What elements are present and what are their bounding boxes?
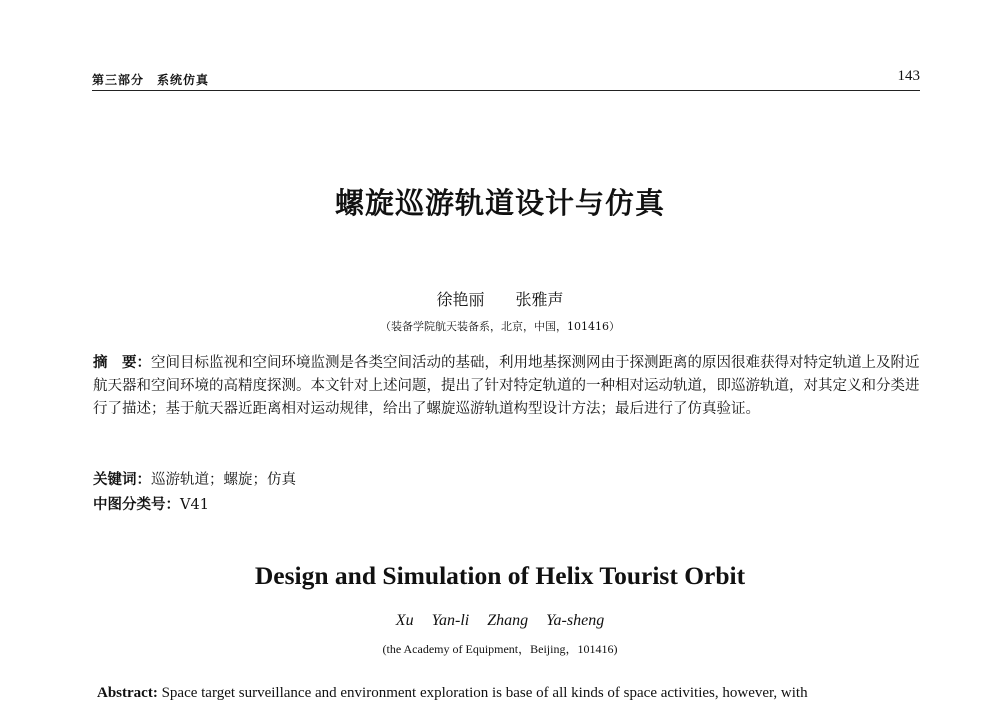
- classification-number: [93, 493, 921, 514]
- english-abstract: [97, 683, 925, 703]
- english-authors: Xu Yan-li Zhang Ya-sheng: [395, 612, 605, 629]
- english-title: Design and Simulation of Helix Tourist Orbit: [254, 561, 746, 590]
- classification-label: 中图分类号：: [93, 497, 180, 513]
- chinese-affiliation: （装备学院航天装备系，北京，中国，101416）: [380, 320, 620, 333]
- english-abstract-label: Abstract:: [97, 685, 158, 701]
- section-label: 第三部分 系统仿真: [92, 73, 210, 87]
- chinese-abstract-label: 摘 要：: [93, 355, 151, 371]
- page-number: 143: [897, 68, 920, 84]
- english-abstract-text: Space target surveillance and environment exploration is base of all kinds of space activities, however, with: [161, 685, 808, 701]
- english-affiliation: (the Academy of Equipment，Beijing，101416): [382, 642, 618, 656]
- keywords-text: 巡游轨道；螺旋；仿真: [151, 472, 296, 488]
- running-header: [92, 66, 920, 91]
- chinese-title: 螺旋巡游轨道设计与仿真: [334, 186, 665, 220]
- chinese-abstract-text: 空间目标监视和空间环境监测是各类空间活动的基础，利用地基探测网由于探测距离的原因很难获得对特定轨道上及附近航天器和空间环境的高精度探测。本文针对上述问题，提出了针对特定轨道的一种相对运动轨道，即巡游轨道，对其定义和分类进行了描述；基于航天器近距离相对运动规律，给出了螺旋巡游轨道构型设计方法；最后进行了仿真验证。: [93, 355, 920, 417]
- chinese-keywords: [93, 468, 921, 489]
- keywords-label: 关键词：: [93, 472, 151, 488]
- chinese-authors: 徐艳丽 张雅声: [436, 290, 564, 309]
- chinese-abstract: [93, 352, 921, 421]
- classification-text: V41: [180, 497, 209, 513]
